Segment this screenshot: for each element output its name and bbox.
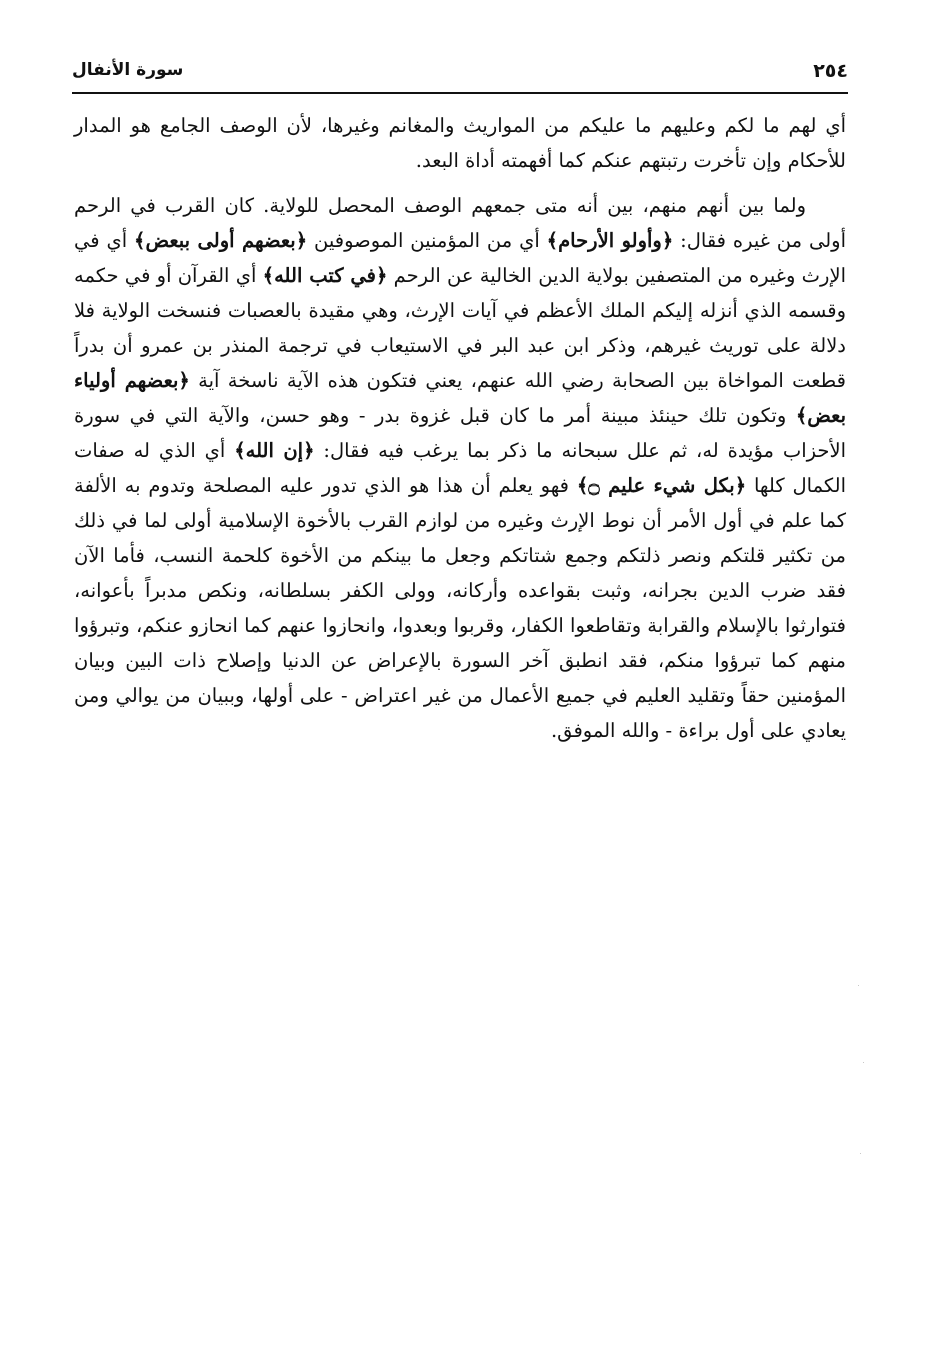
text-run: ولما بين أنهم منهم، بين أنه متى جمعهم الوصف المحصل للولاية. كان القرب في الرحم أولى من غيره فقال: (74, 194, 847, 252)
scan-speck (860, 1153, 861, 1154)
paragraph-1: أي لهم ما لكم وعليهم ما عليكم من المواريث والمغانم وغيرها، لأن الوصف الجامع هو المدار للأحكام وإن تأخرت رتبتهم عنكم كما أفهمته أداة البعد. (74, 114, 846, 172)
scan-speck (858, 985, 859, 986)
paragraph-2 (74, 188, 846, 748)
text-run: أي من المؤمنين الموصوفين (307, 229, 547, 252)
quran-quote: ﴿بعضهم أولى ببعض﴾ (134, 229, 308, 252)
quran-quote: ﴿إن الله﴾ (234, 439, 315, 462)
surah-title: سورة الأنفال (72, 60, 184, 80)
quran-quote: ﴿بعضهم أولياء بعض﴾ (74, 369, 846, 427)
text-run: فهو يعلم أن هذا هو الذي تدور عليه المصلحة وتدوم به الألفة كما علم في أول الأمر أن نوط الإرث وغيره من لوازم القرب بالأخوة الإسلامية أولى لما في ذلك من تكثير قلتكم ونصر ذلتكم وجمع شتاتكم وجعل ما بينكم من الأخوة كلحمة النسب، فأما الآن فقد ضرب الدين بجرانه، وثبت بقواعده وأركانه، وولى الكفر بسلطانه، ونكص مدبراً بأعوانه، فتوارثوا بالإسلام والقرابة وتقاطعوا الكفار، وقربوا وبعدوا، وانحازوا عنهم كما انحازو عنكم، وتبرؤوا منهم كما تبرؤوا منكم، فقد انطبق آخر السورة بالإعراض عن الدنيا وإصلاح ذات البين وبيان المؤمنين حقاً وتقليد العليم في جميع الأعمال من غير اعتراض - على أولها، وببيان من يوالي ومن يعادي على أول براءة - والله الموفق. (74, 474, 846, 742)
text-run: أي الذي له صفات الكمال كلها (74, 439, 847, 497)
body-text (74, 108, 846, 748)
text-run: وتكون تلك حينئذ مبينة أمر ما كان قبل غزوة بدر - وهو حسن، والآية التي في سورة الأحزاب مؤيدة له، ثم علل سبحانه ما ذكر بما يرغب فيه فقال: (74, 404, 847, 462)
running-header (72, 52, 848, 92)
text-run: أي في الإرث وغيره من المتصفين بولاية الدين الخالية عن الرحم (74, 229, 846, 287)
quran-quote: ﴿في كتب الله﴾ (262, 264, 388, 287)
quran-quote: ﴿وأولو الأرحام﴾ (546, 229, 674, 252)
quran-quote: ﴿بكل شيء عليم ۝﴾ (576, 474, 747, 497)
page-number: ٢٥٤ (813, 60, 848, 82)
scan-speck (863, 1062, 864, 1063)
header-rule (72, 92, 848, 94)
text-run: أي القرآن أو في حكمه وقسمه الذي أنزله إليكم الملك الأعظم في آيات الإرث، وهي مقيدة بالعصبات فنسخت الولاية فلا دلالة على توريث غيرهم، وذكر ابن عبد البر في الاستيعاب في ترجمة المنذر بن عمرو أن بدراً قطعت المواخاة بين الصحابة رضي الله عنهم، يعني فتكون هذه الآية ناسخة آية (74, 264, 846, 392)
